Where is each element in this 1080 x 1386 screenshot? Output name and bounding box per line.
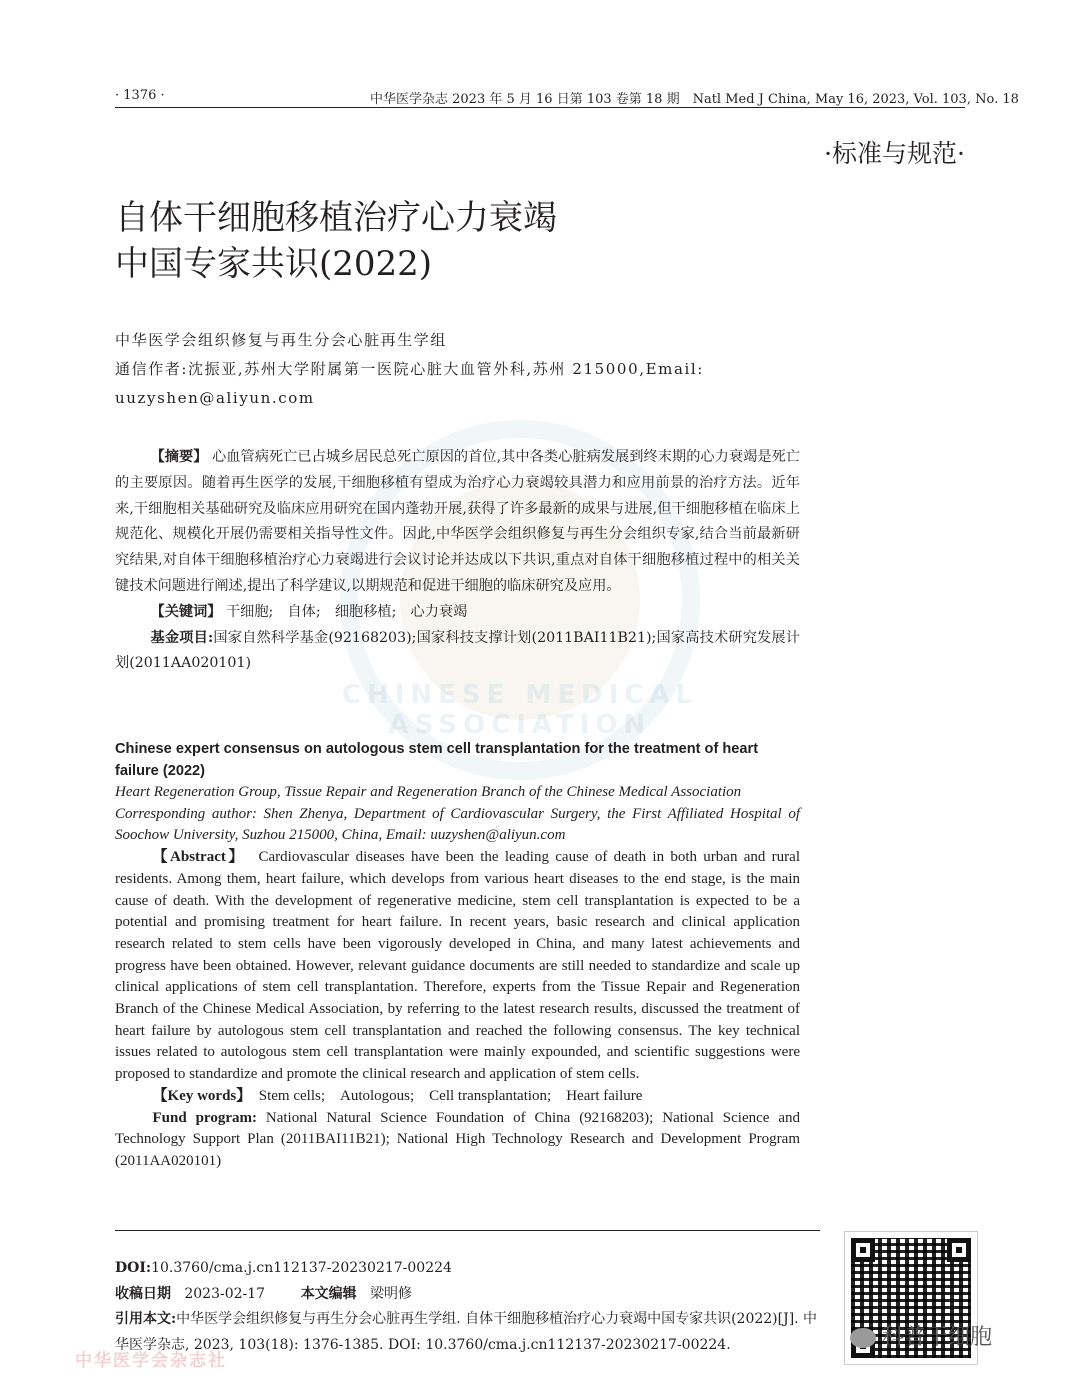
author-block (115, 326, 805, 413)
received-label: 收稿日期 (115, 1285, 171, 1302)
keywords-en-label: 【Key words】 (152, 1087, 252, 1104)
cite-text: 中华医学会组织修复与再生分会心脏再生学组. 自体干细胞移植治疗心力衰竭中国专家共识(2022)[J]. 中华医学杂志, 2023, 103(18): 1376-1385. DOI: 10.3760/cma.j.cn112137-20230217-00224. (115, 1311, 818, 1353)
fund-cn-paragraph (115, 626, 800, 678)
header-rule (115, 107, 965, 108)
author-email: uuzyshen@aliyun.com (115, 389, 315, 407)
keywords-en-paragraph (115, 1086, 800, 1108)
english-title: Chinese expert consensus on autologous stem cell transplantation for the treatment of heart failure (2022) (115, 741, 759, 779)
wechat-account-name: 科普干细胞 (882, 1325, 993, 1350)
article-title (115, 195, 557, 287)
section-tag: ·标准与规范· (824, 139, 965, 168)
fund-cn-label: 基金项目: (150, 629, 214, 646)
received-date: 2023-02-17 (184, 1285, 266, 1302)
journal-citation-header: 中华医学杂志 2023 年 5 月 16 日第 103 卷第 18 期 Natl Med J China, May 16, 2023, Vol. 103, No. 18 (370, 92, 1019, 107)
qr-finder-top-left (851, 1238, 875, 1262)
received-line (115, 1282, 825, 1308)
abstract-en-text: Cardiovascular diseases have been the leading cause of death in both urban and rural residents. Among them, heart failure, which develops from various heart diseases to the end stage, is the main cause of death. With the development of regenerative medicine, stem cell transplantation is expected to be a potential and promising treatment for heart failure. In recent years, basic research and clinical application research related to stem cells have been vigorously developed in China, and many latest achievements and progress have been obtained. However, relevant guidance documents are still needed to standardize and scale up clinical applications of stem cell transplantation. Therefore, experts from the Tissue Repair and Regeneration Branch of the Chinese Medical Association, by referring to the latest research results, discussed the treatment of heart failure by autologous stem cell transplantation and reached the following consensus. The key technical issues related to autologous stem cell transplantation were mainly expounded, and scientific suggestions were proposed to standardize and promote the clinical research and application of stem cells. (115, 849, 800, 1083)
title-line-1: 自体干细胞移植治疗心力衰竭 (115, 198, 557, 238)
doi-label: DOI: (115, 1260, 152, 1276)
abstract-cn-text: 心血管病死亡已占城乡居民总死亡原因的首位,其中各类心脏病发展到终末期的心力衰竭是死亡的主要原因。随着再生医学的发展,干细胞移植有望成为治疗心力衰竭较具潜力和应用前景的治疗方法。近年来,干细胞相关基础研究及临床应用研究在国内蓬勃开展,获得了许多最新的成果与进展,但干细胞移植在临床上规范化、规模化开展仍需要相关指导性文件。因此,中华医学会组织修复与再生分会组织专家,结合当前最新研究结果,对自体干细胞移植治疗心力衰竭进行会议讨论并达成以下共识,重点对自体干细胞移植过程中的相关关键技术问题进行阐述,提出了科学建议,以期规范和促进干细胞的临床研究及应用。 (115, 449, 800, 594)
abstract-en-label: 【Abstract】 (152, 849, 246, 866)
wechat-watermark (850, 1320, 992, 1351)
page-number: · 1376 · (115, 88, 165, 103)
english-abstract (115, 782, 800, 1173)
abstract-en-paragraph (115, 847, 800, 1086)
article-footer (115, 1256, 825, 1358)
keywords-cn-paragraph (115, 600, 800, 626)
keywords-en-text: Stem cells; Autologous; Cell transplantation; Heart failure (258, 1087, 643, 1104)
keywords-cn-text: 干细胞; 自体; 细胞移植; 心力衰竭 (225, 603, 468, 620)
english-corresponding: Corresponding author: Shen Zhenya, Department of Cardiovascular Surgery, the First Affiliated Hospital of Soochow University, Suzhou 215000, China, Email: uuzyshen@aliyun.com (115, 805, 800, 844)
watermark-ring-text: CHINESE MEDICAL ASSOCIATION (341, 680, 699, 740)
fund-cn-text: 国家自然科学基金(92168203);国家科技支撑计划(2011BAI11B21);国家高技术研究发展计划(2011AA020101) (115, 629, 800, 672)
qr-finder-top-right (947, 1238, 971, 1262)
fund-en-text: National Natural Science Foundation of China (92168203); National Science and Technology Support Plan (2011BAI11B21); National High Technology Research and Development Program (2011AA020101) (115, 1109, 800, 1169)
fund-en-paragraph (115, 1108, 800, 1173)
editor-name: 梁明修 (370, 1285, 413, 1302)
english-group: Heart Regeneration Group, Tissue Repair and Regeneration Branch of the Chinese Medical Association (115, 784, 742, 800)
fund-en-label: Fund program: (152, 1109, 257, 1126)
wechat-icon (850, 1328, 876, 1348)
editor-label: 本文编辑 (300, 1285, 357, 1302)
doi-link[interactable]: 10.3760/cma.j.cn112137-20230217-00224 (151, 1260, 452, 1276)
chinese-abstract (115, 445, 800, 677)
corresponding-author: 通信作者:沈振亚,苏州大学附属第一医院心脏大血管外科,苏州 215000,Email: (115, 360, 704, 378)
cite-label: 引用本文: (115, 1311, 177, 1327)
keywords-cn-label: 【关键词】 (150, 603, 222, 620)
title-line-2: 中国专家共识(2022) (115, 244, 433, 284)
abstract-cn-label: 【摘要】 (150, 449, 208, 465)
doi-line (115, 1256, 825, 1282)
abstract-cn-paragraph (115, 445, 800, 600)
footer-rule (115, 1230, 820, 1231)
author-group: 中华医学会组织修复与再生分会心脏再生学组 (115, 331, 448, 349)
publisher-watermark: 中华医学会杂志社 (75, 1351, 227, 1371)
